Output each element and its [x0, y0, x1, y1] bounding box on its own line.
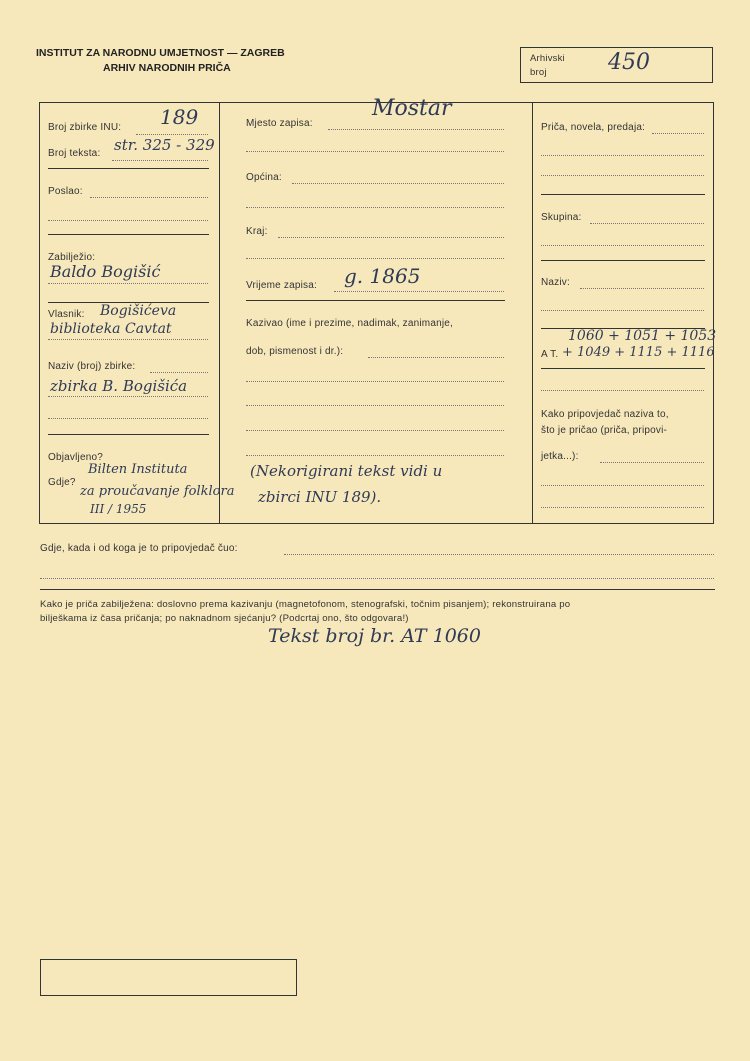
note-line-2: zbirci INU 189).: [258, 488, 382, 506]
published-value-3: III / 1955: [90, 502, 147, 516]
narrator-naming-1: Kako pripovjedač naziva to,: [541, 409, 669, 420]
municipality-label: Općina:: [246, 172, 282, 183]
source-label: Gdje, kada i od koga je to pripovjedač čuo:: [40, 543, 238, 554]
collection-name-line-3: [48, 418, 208, 419]
place-line-2: [246, 151, 504, 152]
title-line-2: [541, 310, 704, 311]
narrator-label-1: Kazivao (ime i prezime, nadimak, zanimanje,: [246, 318, 454, 329]
story-type-label: Priča, novela, predaja:: [541, 122, 646, 133]
middle-rule-1: [246, 300, 505, 301]
where-label: Gdje?: [48, 477, 76, 488]
at-line-3: [541, 390, 704, 391]
at-label: A T.: [541, 349, 559, 360]
bottom-empty-box: [40, 959, 297, 996]
note-line-1: (Nekorigirani tekst vidi u: [250, 462, 443, 480]
narrator-line: [368, 357, 504, 358]
collection-number-line: [136, 134, 208, 135]
collection-name-value: zbirka B. Bogišića: [50, 377, 188, 395]
narrator-line-5: [246, 455, 504, 456]
published-value-1: Bilten Instituta: [88, 462, 188, 477]
recording-method-2: bilješkama iz časa pričanja; po naknadnom sjećanju? (Podcrtaj ono, što odgovara!): [40, 613, 409, 624]
story-type-line-2: [541, 155, 704, 156]
source-line-2: [40, 578, 714, 579]
narrator-naming-line-3: [541, 507, 704, 508]
archive-number-label-1: Arhivski: [530, 53, 565, 64]
collection-number-value: 189: [160, 105, 199, 129]
group-line: [590, 223, 704, 224]
collection-name-line: [150, 372, 208, 373]
date-label: Vrijeme zapisa:: [246, 280, 317, 291]
municipality-line: [292, 183, 504, 184]
narrator-naming-line: [600, 462, 704, 463]
published-label: Objavljeno?: [48, 452, 104, 463]
bottom-rule: [40, 589, 715, 590]
owner-value-1: Bogišićeva: [100, 303, 177, 319]
archive-number-label-2: broj: [530, 67, 547, 78]
collection-number-label: Broj zbirke INU:: [48, 122, 122, 133]
title-line: [580, 288, 704, 289]
narrator-naming-3: jetka...):: [541, 451, 579, 462]
sender-line-2: [48, 220, 208, 221]
narrator-label-2: dob, pismenost i dr.):: [246, 346, 344, 357]
left-rule-2: [48, 234, 209, 235]
collection-name-label: Naziv (broj) zbirke:: [48, 361, 136, 372]
recorder-label: Zabilježio:: [48, 252, 96, 263]
column-divider-right: [532, 102, 533, 524]
narrator-naming-2: što je pričao (priča, pripovi-: [541, 425, 668, 436]
municipality-line-2: [246, 207, 504, 208]
place-label: Mjesto zapisa:: [246, 118, 313, 129]
source-line: [284, 554, 714, 555]
narrator-naming-line-2: [541, 485, 704, 486]
group-label: Skupina:: [541, 212, 582, 223]
institute-title: INSTITUT ZA NARODNU UMJETNOST — ZAGREB: [36, 47, 285, 59]
story-type-line: [652, 133, 704, 134]
narrator-line-4: [246, 430, 504, 431]
right-rule-2: [541, 260, 705, 261]
published-value-2: za proučavanje folklora: [80, 484, 235, 499]
recording-method-1: Kako je priča zabilježena: doslovno prema kazivanju (magnetofonom, stenografski, točnim pisanjem); rekonstruirana po: [40, 599, 571, 610]
narrator-line-2: [246, 381, 504, 382]
group-line-2: [541, 245, 704, 246]
archive-title: ARHIV NARODNIH PRIČA: [103, 62, 231, 74]
narrator-line-3: [246, 405, 504, 406]
recorder-value: Baldo Bogišić: [50, 262, 161, 281]
text-note: Tekst broj br. AT 1060: [268, 625, 481, 647]
left-rule-4: [48, 434, 209, 435]
recorder-line: [48, 283, 208, 284]
column-divider-left: [219, 102, 220, 524]
story-type-line-3: [541, 175, 704, 176]
text-number-value: str. 325 - 329: [114, 136, 215, 154]
right-rule-4: [541, 368, 705, 369]
text-number-line: [112, 160, 208, 161]
at-numbers-line-1: 1060 + 1051 + 1053: [568, 328, 717, 344]
at-numbers-line-2: + 1049 + 1115 + 1116: [562, 345, 715, 360]
date-line: [334, 291, 504, 292]
owner-value-2: biblioteka Cavtat: [50, 321, 172, 337]
region-line-2: [246, 258, 504, 259]
title-label: Naziv:: [541, 277, 570, 288]
collection-name-line-2: [48, 396, 208, 397]
sender-label: Poslao:: [48, 186, 83, 197]
owner-line: [48, 339, 208, 340]
owner-label: Vlasnik:: [48, 309, 85, 320]
region-line: [278, 237, 504, 238]
archive-number-value: 450: [608, 50, 650, 75]
text-number-label: Broj teksta:: [48, 148, 101, 159]
right-rule-1: [541, 194, 705, 195]
place-value: Mostar: [372, 96, 452, 121]
date-value: g. 1865: [344, 264, 421, 288]
region-label: Kraj:: [246, 226, 268, 237]
place-line: [328, 129, 504, 130]
sender-line: [90, 197, 208, 198]
left-rule-1: [48, 168, 209, 169]
